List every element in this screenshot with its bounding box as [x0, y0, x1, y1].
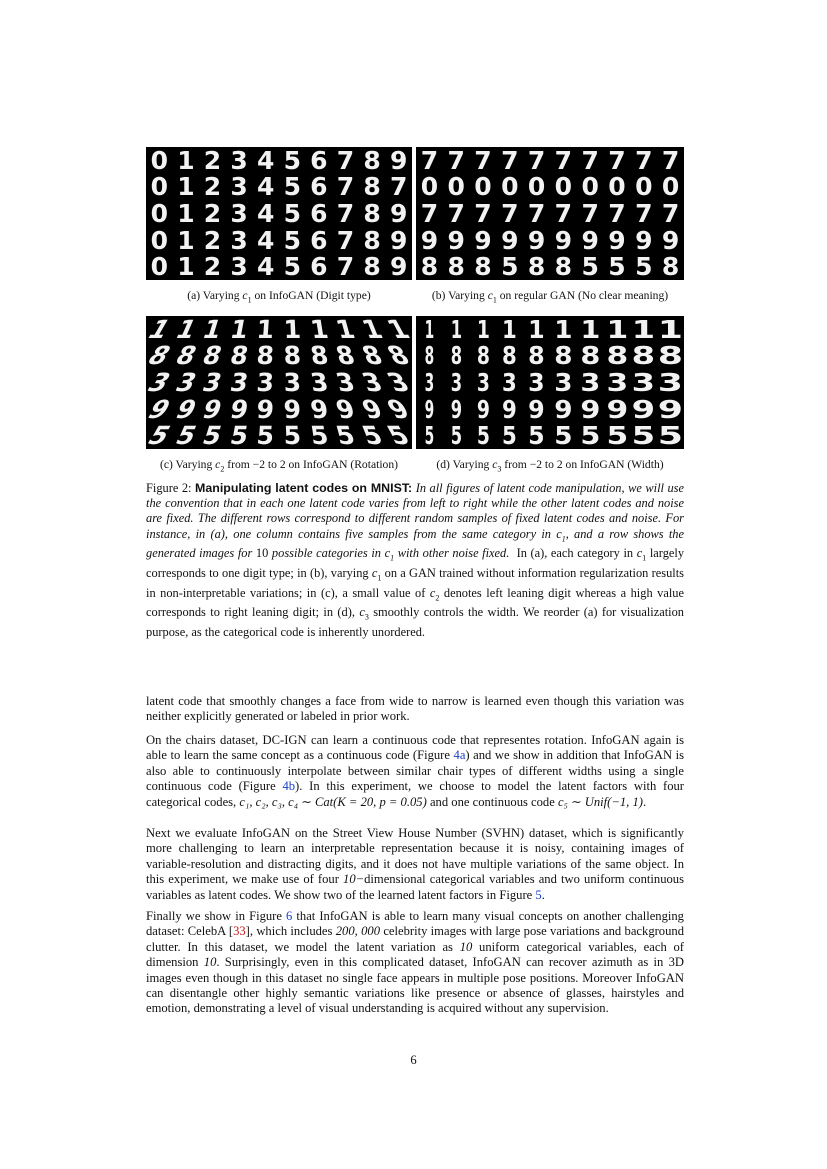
digit-sample: 1 — [177, 225, 195, 255]
digit-sample: 9 — [255, 394, 276, 424]
paragraph-1: latent code that smoothly changes a face from wide to narrow is learned even though this variation was neither explicitly generated or labeled in prior work. — [146, 694, 684, 724]
digit-sample: 5 — [142, 421, 177, 451]
digit-sample: 4 — [256, 172, 275, 202]
digit-sample: 9 — [282, 394, 302, 424]
digit-sample: 9 — [501, 225, 519, 255]
digit-sample: 8 — [282, 341, 302, 371]
digit-sample: 1 — [199, 314, 226, 344]
digit-sample: 9 — [389, 198, 408, 228]
digit-sample: 6 — [310, 252, 328, 282]
digit-sample: 9 — [661, 225, 680, 255]
digit-sample: 4 — [256, 198, 275, 228]
digit-sample: 7 — [447, 145, 465, 175]
digit-sample: 0 — [661, 172, 680, 202]
digit-sample: 0 — [447, 172, 465, 202]
digit-row — [416, 227, 684, 254]
digit-row — [416, 200, 684, 227]
digit-sample: 8 — [357, 341, 387, 371]
digit-sample: 5 — [283, 198, 301, 228]
digit-sample: 0 — [150, 198, 168, 228]
digit-sample: 0 — [150, 172, 168, 202]
digit-row — [142, 421, 416, 451]
digit-sample: 1 — [177, 252, 195, 282]
digit-sample: 1 — [657, 314, 684, 344]
digit-sample: 7 — [389, 172, 408, 202]
figure-caption: Figure 2: Manipulating latent codes on MNIST: In all figures of latent code manipulation, we will use the convention that in each one latent code varies from left to right while the other latent codes and noise are fixed. The different rows correspond to different random samples of fixed latent codes and noise. For instance, in (a), one column contains five samples from the same category in $c_1$, and a row shows the generated images for 10 possible categories in $c_1$ with other noise fixed. In (a), each category in $c_1$ largely corresponds to one digit type; in (b), varying $c_1$ on a GAN trained without information regularization results in non-interpretable variations; in (c), a small value of $c_2$ denotes left leaning digit whereas a high value corresponds to right leaning digit; in (d), $c_3$ smoothly controls the width. We reorder (a) for visualization purpose, as the categorical code is inherently unordered. — [146, 481, 685, 639]
digit-sample: 8 — [580, 341, 601, 371]
digit-sample: 1 — [502, 314, 518, 344]
digit-sample: 7 — [336, 145, 355, 175]
digit-sample: 8 — [363, 145, 381, 175]
digit-sample: 8 — [474, 252, 492, 282]
digit-sample: 0 — [501, 172, 519, 202]
subcaption-a: (a) Varying $c_1$ on InfoGAN (Digit type) — [187, 289, 371, 305]
digit-sample: 1 — [332, 314, 359, 344]
digit-sample: 9 — [635, 225, 653, 255]
digit-sample: 5 — [450, 421, 462, 451]
digit-sample: 7 — [554, 145, 573, 175]
digit-sample: 7 — [501, 145, 519, 175]
digit-sample: 6 — [310, 172, 328, 202]
paragraph-4: Finally we show in Figure 6 that InfoGAN is able to learn many visual concepts on another challenging dataset: CelebA [33], which includes 200, 000 celebrity images with large pose variations and background clutter. In this dataset, we model the latent variation as 10 uniform categorical variables, each of dimension 10. Surprisingly, even in this complicated dataset, InfoGAN can recover azimuth as in 3D images even though in this dataset no single face appears in multiple pose positions. Moreover InfoGAN can disentangle other highly semantic variations like presence or absence of glasses, hairstyles and emotion, demonstrating a level of visual understanding is acquired without any supervision. — [146, 909, 684, 1016]
digit-sample: 5 — [581, 252, 599, 282]
digit-sample: 5 — [227, 421, 251, 451]
digit-sample: 9 — [389, 145, 408, 175]
digit-sample: 1 — [177, 172, 195, 202]
digit-sample: 3 — [282, 367, 302, 397]
digit-sample: 0 — [527, 172, 546, 202]
digit-sample: 8 — [382, 341, 416, 371]
digit-sample: 7 — [661, 145, 680, 175]
digit-sample: 6 — [310, 145, 328, 175]
digit-sample: 5 — [255, 421, 276, 451]
digit-sample: 1 — [450, 314, 462, 344]
citation-33[interactable]: 33 — [233, 924, 246, 939]
digit-row — [416, 369, 684, 396]
digit-sample: 9 — [527, 225, 546, 255]
digit-sample: 2 — [203, 252, 222, 282]
digit-sample: 7 — [527, 145, 546, 175]
digit-sample: 9 — [528, 394, 545, 424]
digit-sample: 0 — [150, 252, 168, 282]
digit-sample: 9 — [608, 225, 626, 255]
digit-sample: 5 — [283, 172, 301, 202]
digit-row — [416, 422, 684, 449]
digit-sample: 5 — [635, 252, 653, 282]
digit-sample: 8 — [554, 252, 573, 282]
figure-ref-6[interactable]: 6 — [286, 909, 293, 923]
digit-sample: 9 — [476, 394, 490, 424]
paragraph-3: Next we evaluate InfoGAN on the Street View House Number (SVHN) dataset, which is significantly more challenging to learn an interpretable representation because it is noisy, containing images of variable-resolution and distracting digits, and it does not have multiple variations of the same object. In this experiment, we make use of four 10−dimensional categorical variables and two uniform continuous variables as latent codes. We show two of the learned latent factors in Figure 5. — [146, 826, 684, 902]
digit-sample: 9 — [502, 394, 518, 424]
digit-sample: 9 — [606, 394, 628, 424]
figure-ref-5[interactable]: 5 — [535, 887, 542, 902]
digit-sample: 1 — [307, 314, 330, 344]
digit-sample: 9 — [382, 394, 416, 424]
paragraph-2: On the chairs dataset, DC-IGN can learn a continuous code that representes rotation. InfoGAN again is able to learn the same concept as a continuous code (Figure 4a) and we show in addition that InfoGAN is also able to continuously interpolate between similar chair types of different widths using a single continuous code (Figure 4b). In this experiment, we choose to model the latent factors with four categorical codes, c₁, c₂, c₃, c₄ ∼ Cat(K = 20, p = 0.05) and one continuous code c₅ ∼ Unif(−1, 1). — [146, 733, 684, 809]
digit-sample: 1 — [142, 314, 177, 344]
digit-sample: 7 — [527, 198, 546, 228]
digit-sample: 3 — [382, 367, 416, 397]
digit-sample: 1 — [632, 314, 656, 344]
digit-row — [146, 253, 412, 280]
digit-sample: 5 — [424, 421, 435, 451]
digit-sample: 3 — [227, 367, 251, 397]
digit-sample: 3 — [657, 367, 684, 397]
figure-title: Manipulating latent codes on MNIST: — [195, 481, 413, 495]
digit-sample: 3 — [554, 367, 573, 397]
digit-sample: 8 — [527, 252, 546, 282]
digit-sample: 3 — [230, 252, 248, 282]
digit-sample: 3 — [170, 367, 201, 397]
digit-sample: 5 — [282, 421, 302, 451]
digit-sample: 3 — [424, 367, 435, 397]
digit-sample: 0 — [554, 172, 573, 202]
digit-sample: 8 — [606, 341, 628, 371]
digit-sample: 1 — [528, 314, 545, 344]
panel-c-image — [142, 314, 416, 451]
digit-sample: 5 — [170, 421, 201, 451]
digit-sample: 5 — [476, 421, 490, 451]
digit-sample: 0 — [150, 225, 168, 255]
digit-sample: 7 — [554, 198, 573, 228]
digit-sample: 8 — [363, 198, 381, 228]
digit-row — [416, 174, 684, 201]
digit-sample: 1 — [382, 314, 416, 344]
digit-sample: 0 — [420, 172, 439, 202]
digit-sample: 9 — [199, 394, 226, 424]
digit-sample: 3 — [199, 367, 226, 397]
digit-sample: 9 — [227, 394, 251, 424]
digit-sample: 4 — [256, 225, 275, 255]
digit-sample: 9 — [554, 225, 573, 255]
panel-d-image — [416, 316, 684, 449]
digit-sample: 9 — [142, 394, 177, 424]
digit-sample: 0 — [608, 172, 626, 202]
digit-sample: 1 — [580, 314, 601, 344]
digit-sample: 9 — [450, 394, 462, 424]
digit-sample: 8 — [528, 341, 545, 371]
digit-sample: 7 — [336, 198, 355, 228]
digit-sample: 7 — [501, 198, 519, 228]
digit-sample: 7 — [420, 145, 439, 175]
digit-row — [146, 147, 412, 174]
digit-sample: 8 — [424, 341, 435, 371]
digit-sample: 7 — [581, 145, 599, 175]
digit-sample: 9 — [554, 394, 573, 424]
digit-sample: 4 — [256, 252, 275, 282]
digit-sample: 7 — [581, 198, 599, 228]
digit-sample: 1 — [476, 314, 490, 344]
subcaption-b: (b) Varying $c_1$ on regular GAN (No clear meaning) — [431, 289, 669, 305]
digit-sample: 7 — [447, 198, 465, 228]
digit-sample: 7 — [474, 145, 492, 175]
digit-sample: 9 — [474, 225, 492, 255]
digit-sample: 0 — [581, 172, 599, 202]
digit-sample: 3 — [230, 198, 248, 228]
digit-sample: 2 — [203, 198, 222, 228]
digit-sample: 4 — [256, 145, 275, 175]
digit-sample: 3 — [230, 145, 248, 175]
subcaption-c: (c) Varying $c_2$ from −2 to 2 on InfoGAN (Rotation) — [160, 458, 398, 474]
digit-sample: 8 — [420, 252, 439, 282]
digit-sample: 7 — [635, 198, 653, 228]
digit-sample: 8 — [363, 252, 381, 282]
digit-row — [142, 367, 416, 397]
digit-sample: 5 — [554, 421, 573, 451]
digit-sample: 5 — [528, 421, 545, 451]
digit-sample: 8 — [363, 225, 381, 255]
digit-sample: 1 — [227, 314, 251, 344]
digit-sample: 5 — [382, 421, 416, 451]
digit-sample: 3 — [502, 367, 518, 397]
digit-sample: 1 — [424, 314, 435, 344]
digit-row — [416, 396, 684, 423]
digit-sample: 7 — [661, 198, 680, 228]
digit-sample: 3 — [580, 367, 601, 397]
digit-sample: 3 — [476, 367, 490, 397]
digit-row — [416, 343, 684, 370]
digit-sample: 2 — [203, 172, 222, 202]
digit-sample: 7 — [635, 145, 653, 175]
digit-sample: 8 — [170, 341, 201, 371]
digit-sample: 8 — [307, 341, 330, 371]
digit-sample: 5 — [307, 421, 330, 451]
digit-sample: 1 — [177, 145, 195, 175]
digit-sample: 1 — [554, 314, 573, 344]
figure-ref-4a[interactable]: 4a — [453, 748, 466, 763]
digit-sample: 3 — [528, 367, 545, 397]
digit-sample: 9 — [170, 394, 201, 424]
digit-sample: 3 — [307, 367, 330, 397]
digit-sample: 9 — [332, 394, 359, 424]
digit-sample: 2 — [203, 145, 222, 175]
digit-sample: 7 — [608, 198, 626, 228]
digit-sample: 9 — [657, 394, 684, 424]
digit-sample: 9 — [307, 394, 330, 424]
digit-sample: 9 — [420, 225, 439, 255]
figure-label: Figure 2: — [146, 481, 192, 495]
digit-sample: 8 — [332, 341, 359, 371]
digit-sample: 3 — [332, 367, 359, 397]
digit-sample: 8 — [447, 252, 465, 282]
digit-sample: 5 — [357, 421, 387, 451]
digit-sample: 5 — [608, 252, 626, 282]
panel-b-image — [416, 147, 684, 280]
digit-sample: 8 — [142, 341, 177, 371]
digit-row — [142, 341, 416, 371]
digit-sample: 8 — [255, 341, 276, 371]
digit-row — [146, 200, 412, 227]
digit-sample: 8 — [657, 341, 684, 371]
digit-row — [142, 394, 416, 424]
digit-sample: 0 — [635, 172, 653, 202]
digit-sample: 8 — [661, 252, 680, 282]
digit-sample: 8 — [632, 341, 656, 371]
digit-sample: 0 — [150, 145, 168, 175]
digit-sample: 1 — [282, 314, 302, 344]
digit-sample: 5 — [606, 421, 628, 451]
digit-sample: 5 — [199, 421, 226, 451]
digit-sample: 3 — [450, 367, 462, 397]
page-number: 6 — [410, 1053, 417, 1067]
digit-sample: 7 — [336, 172, 355, 202]
digit-sample: 8 — [502, 341, 518, 371]
digit-sample: 1 — [357, 314, 387, 344]
digit-sample: 1 — [177, 198, 195, 228]
digit-sample: 7 — [420, 198, 439, 228]
digit-sample: 8 — [476, 341, 490, 371]
digit-sample: 5 — [283, 225, 301, 255]
digit-sample: 1 — [170, 314, 201, 344]
digit-sample: 5 — [332, 421, 359, 451]
digit-row — [416, 253, 684, 280]
digit-row — [416, 316, 684, 343]
digit-sample: 5 — [657, 421, 684, 451]
digit-sample: 9 — [580, 394, 601, 424]
digit-sample: 5 — [502, 421, 518, 451]
digit-sample: 3 — [142, 367, 177, 397]
digit-sample: 9 — [447, 225, 465, 255]
subcaption-d: (d) Varying $c_3$ from −2 to 2 on InfoGAN (Width) — [436, 458, 664, 474]
digit-sample: 3 — [632, 367, 656, 397]
digit-sample: 9 — [632, 394, 656, 424]
digit-sample: 9 — [389, 225, 408, 255]
digit-sample: 9 — [424, 394, 435, 424]
digit-sample: 6 — [310, 198, 328, 228]
figure-ref-4b[interactable]: 4b — [282, 779, 296, 794]
digit-row — [146, 227, 412, 254]
digit-sample: 8 — [450, 341, 462, 371]
digit-sample: 7 — [336, 252, 355, 282]
digit-sample: 6 — [310, 225, 328, 255]
digit-sample: 0 — [474, 172, 492, 202]
digit-sample: 7 — [608, 145, 626, 175]
digit-row — [416, 147, 684, 174]
digit-row — [142, 314, 416, 344]
digit-sample: 7 — [474, 198, 492, 228]
digit-sample: 5 — [283, 252, 301, 282]
digit-sample: 1 — [255, 314, 276, 344]
digit-sample: 3 — [230, 225, 248, 255]
digit-sample: 5 — [632, 421, 656, 451]
digit-sample: 3 — [357, 367, 387, 397]
digit-sample: 3 — [255, 367, 276, 397]
digit-row — [146, 174, 412, 201]
digit-sample: 3 — [230, 172, 248, 202]
digit-sample: 5 — [283, 145, 301, 175]
digit-sample: 7 — [336, 225, 355, 255]
digit-sample: 1 — [606, 314, 628, 344]
panel-a-image — [146, 147, 412, 280]
digit-sample: 9 — [389, 252, 408, 282]
digit-sample: 3 — [606, 367, 628, 397]
digit-sample: 2 — [203, 225, 222, 255]
digit-sample: 9 — [581, 225, 599, 255]
digit-sample: 8 — [554, 341, 573, 371]
digit-sample: 8 — [363, 172, 381, 202]
digit-sample: 8 — [199, 341, 226, 371]
digit-sample: 5 — [580, 421, 601, 451]
digit-sample: 8 — [227, 341, 251, 371]
digit-sample: 9 — [357, 394, 387, 424]
digit-sample: 5 — [501, 252, 519, 282]
